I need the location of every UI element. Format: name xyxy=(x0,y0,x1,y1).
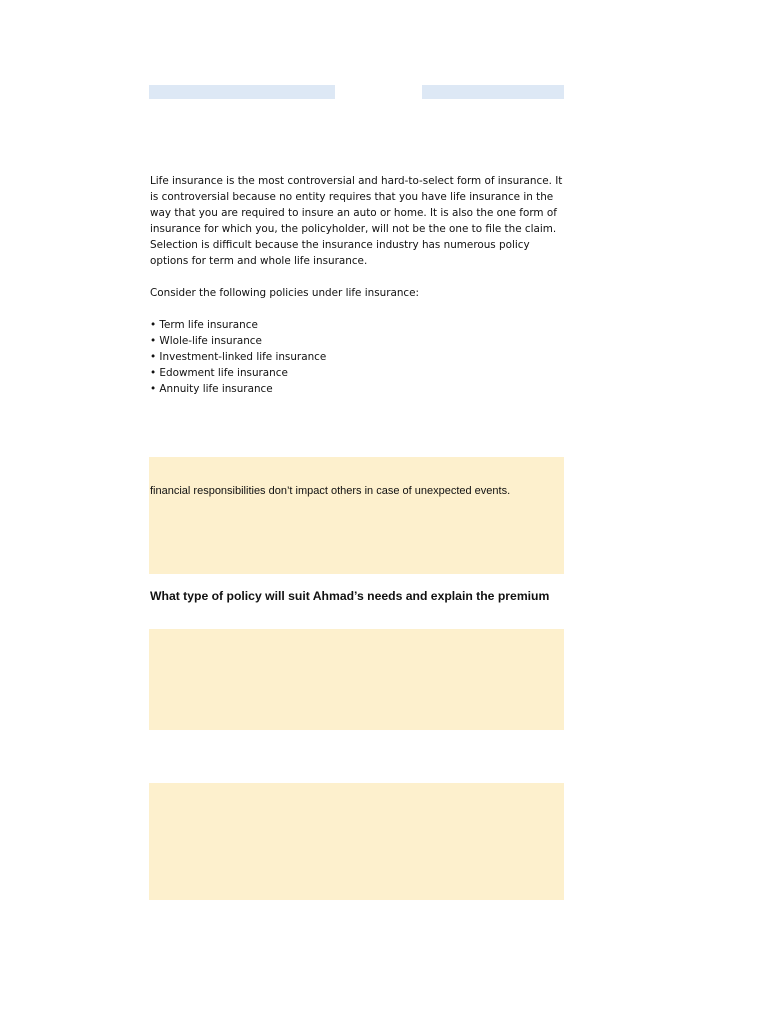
policy-item-whole-life: • Wlole-life insurance xyxy=(150,335,262,347)
policy-item-investment-linked: • Investment-linked life insurance xyxy=(150,351,327,363)
header-input-field-right[interactable] xyxy=(422,85,564,99)
policy-item-annuity: • Annuity life insurance xyxy=(150,383,273,395)
intro-paragraph: Life insurance is the most controversial and hard-to-select form of insurance. It is controversial because no entity requires that you have life insurance in the way that you are required to insure an auto or home. It is also the one form of insurance for which you, the policyholder, will not be the one to file the claim. Selection is difficult because the insurance industry has numerous policy options for term and whole life insurance. xyxy=(150,175,563,267)
answer-text-1: financial responsibilities don’t impact others in case of unexpected events. xyxy=(150,485,511,497)
policy-item-endowment: • Edowment life insurance xyxy=(150,367,288,379)
intro-section xyxy=(150,173,564,397)
policy-item-term: • Term life insurance xyxy=(150,319,258,331)
policy-list xyxy=(150,317,564,397)
header-input-field-left[interactable] xyxy=(149,85,335,99)
answer-box-3[interactable] xyxy=(149,783,564,900)
answer-box-1[interactable] xyxy=(149,457,564,574)
answer-box-2[interactable] xyxy=(149,629,564,730)
question-heading: What type of policy will suit Ahmad’s needs and explain the premium xyxy=(150,589,550,603)
spacer xyxy=(150,269,564,285)
consider-text: Consider the following policies under life insurance: xyxy=(150,287,420,299)
spacer xyxy=(150,301,564,317)
